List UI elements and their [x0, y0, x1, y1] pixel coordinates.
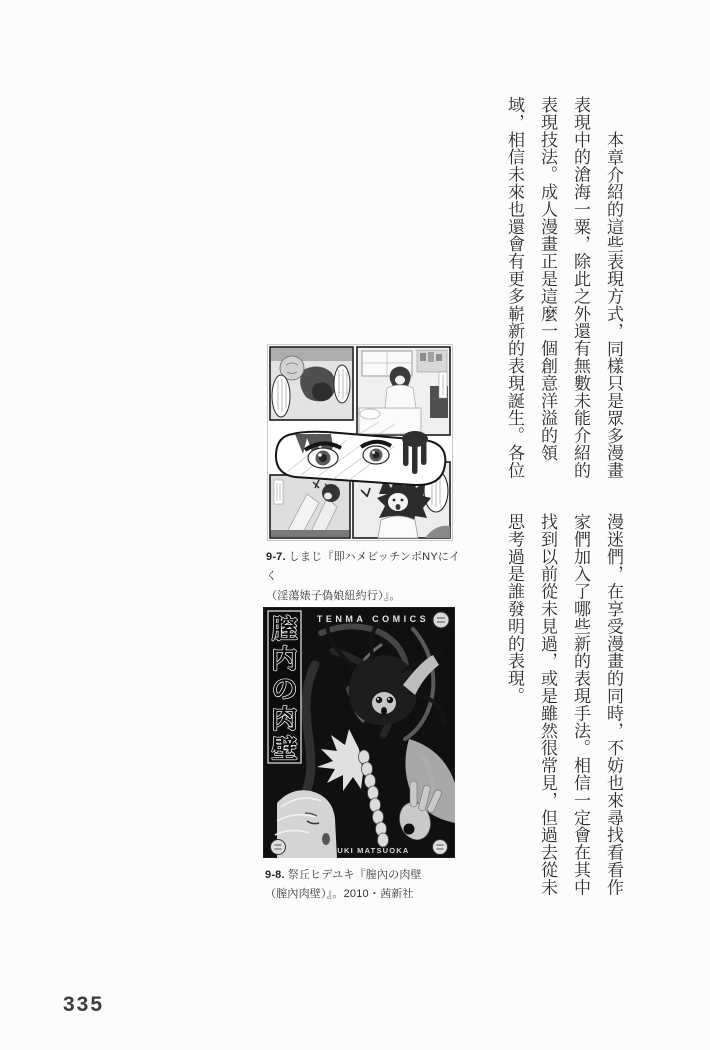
cover-title-char: 内 [271, 645, 298, 674]
panel-top-right [357, 347, 450, 435]
vertical-text-column: 域，相信未來也還會有更多嶄新的表現誕生。各位 [505, 96, 524, 479]
panel-middle-closeup [276, 431, 445, 485]
panel-bottom-left [270, 475, 350, 538]
page-number: 335 [63, 993, 105, 1016]
cover-title-char: 肉 [271, 705, 298, 734]
vertical-text-column: 找到以前從未見過，或是雖然很常見，但過去從未 [538, 513, 557, 896]
vertical-text-column: 漫迷們，在享受漫畫的同時，不妨也來尋找看看作 [604, 513, 623, 896]
cover-title-char: 膣 [271, 615, 298, 644]
manga-page-illustration [267, 344, 453, 541]
figure-9-8-cover [263, 607, 455, 858]
cover-title-char: の [271, 675, 298, 704]
body-text-paragraph-top [492, 96, 630, 482]
vertical-text-column: 表現技法。成人漫畫正是這麼一個創意洋溢的領 [538, 96, 557, 462]
caption-text-line: （淫蕩婊子偽娘紐約行）』。 [266, 589, 401, 602]
cover-title-char: 壁 [271, 735, 298, 764]
caption-text-line: しまじ『即ハメビッチンポNYにイく [266, 551, 461, 583]
figure-number: 9-8. [265, 869, 285, 881]
vertical-text-column: 本章介紹的這些表現方式，同樣只是眾多漫畫 [604, 131, 623, 479]
body-text-paragraph-bottom [492, 513, 630, 899]
caption-text-line: 祭丘ヒデユキ『膣內の肉壁 [287, 869, 422, 881]
vertical-text-column: 家們加入了哪些新的表現手法。相信一定會在其中 [571, 513, 590, 896]
cover-publisher-label: TENMA COMICS [316, 614, 430, 624]
figure-caption-9-8 [265, 866, 465, 905]
vertical-text-column: 思考過是誰發明的表現。 [505, 513, 524, 705]
caption-text-line: （膣內肉壁）』。2010・茜新社 [265, 888, 414, 901]
vertical-text-column: 表現中的滄海一粟，除此之外還有無數未能介紹的 [571, 96, 590, 479]
figure-9-7-manga-page [267, 344, 453, 541]
figure-number: 9-7. [266, 551, 286, 563]
manga-cover-illustration [263, 607, 455, 858]
cover-artist-label: HIDEYUKI MATSUOKA [308, 846, 410, 855]
cover-title-column [268, 611, 301, 764]
panel-top-left [270, 347, 353, 420]
